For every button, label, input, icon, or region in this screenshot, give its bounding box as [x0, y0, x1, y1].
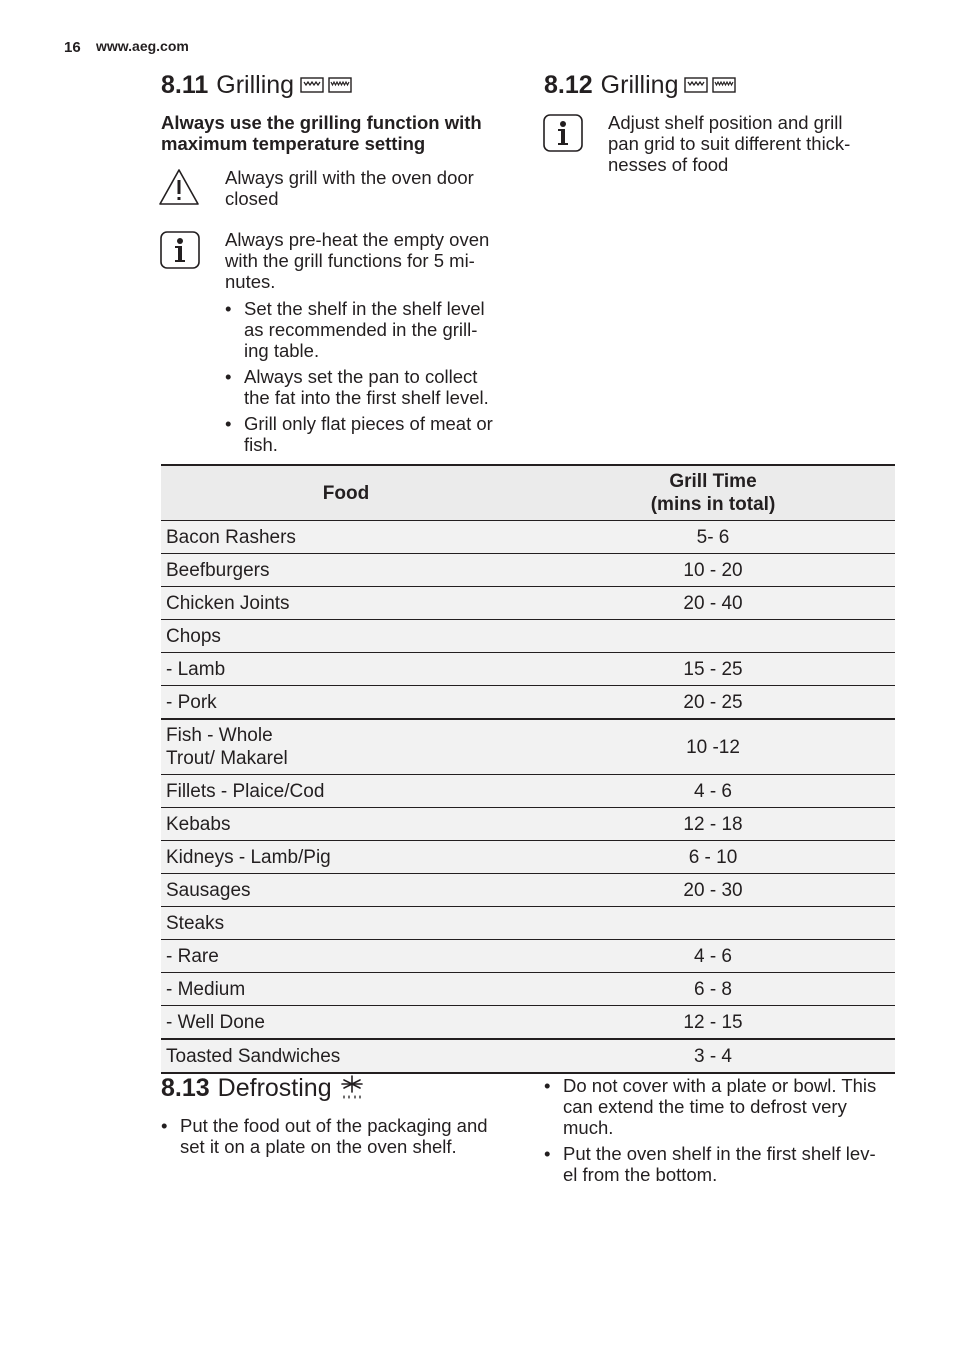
food-line1: Fish - Whole: [166, 725, 273, 746]
fast-grill-icon: [712, 77, 736, 93]
time-cell: 20 - 30: [531, 874, 895, 907]
section-811-intro-line1: Always use the grilling function with: [161, 112, 482, 133]
food-cell: - Rare: [161, 940, 531, 973]
food-cell: Fillets - Plaice/Cod: [161, 775, 531, 808]
table-row: [161, 719, 895, 775]
info-icon: [160, 231, 200, 269]
time-cell: 15 - 25: [531, 653, 895, 686]
table-row: [161, 587, 895, 620]
section-811-intro-line2: maximum temperature setting: [161, 133, 426, 154]
food-cell: Kebabs: [161, 808, 531, 841]
food-cell: Bacon Rashers: [161, 521, 531, 554]
section-811-intro: [161, 112, 521, 154]
food-cell: Kidneys - Lamb/Pig: [161, 841, 531, 874]
section-812-heading: [544, 70, 736, 100]
table-row: [161, 554, 895, 587]
bullet-line: can extend the time to defrost very: [563, 1096, 847, 1117]
info-line2: with the grill functions for 5 mi-: [225, 250, 475, 271]
grill-icon: [684, 77, 708, 93]
table-header-row: [161, 465, 895, 521]
food-cell: - Well Done: [161, 1006, 531, 1040]
page-number: 16: [64, 39, 81, 56]
bullet-item: [544, 1075, 904, 1138]
time-cell: 6 - 10: [531, 841, 895, 874]
info-icon: [543, 114, 583, 152]
time-cell: 5- 6: [531, 521, 895, 554]
grill-icon: [300, 77, 324, 93]
table-row: [161, 620, 895, 653]
info-text-811: [225, 229, 515, 292]
section-813-heading: [161, 1073, 366, 1103]
bullet-line: set it on a plate on the oven shelf.: [180, 1136, 457, 1157]
food-cell: - Lamb: [161, 653, 531, 686]
bullet-line: • Put the food out of the packaging and: [180, 1115, 488, 1136]
fast-grill-icon: [328, 77, 352, 93]
food-cell: Chicken Joints: [161, 587, 531, 620]
time-cell: 20 - 40: [531, 587, 895, 620]
time-cell: [531, 620, 895, 653]
info-line2: pan grid to suit different thick-: [608, 133, 851, 154]
bullet-line: el from the bottom.: [563, 1164, 718, 1185]
bullet-item: [544, 1143, 904, 1185]
food-cell: Steaks: [161, 907, 531, 940]
food-cell: Chops: [161, 620, 531, 653]
section-813-left-bullets: [161, 1115, 531, 1162]
warning-text: [225, 167, 515, 209]
header-grill-time-line2: (mins in total): [650, 494, 776, 515]
section-812-title: Grilling: [600, 71, 679, 99]
food-cell: Beefburgers: [161, 554, 531, 587]
table-row: [161, 973, 895, 1006]
bullet-line: as recommended in the grill-: [244, 319, 478, 340]
bullet-line: ing table.: [244, 340, 320, 361]
info-line1: Adjust shelf position and grill: [608, 112, 843, 133]
section-811-heading: [161, 70, 352, 100]
table-row: [161, 1006, 895, 1040]
defrost-icon: [338, 1074, 366, 1102]
section-813-number: 8.13: [161, 1074, 210, 1102]
section-813-right-bullets: [544, 1075, 904, 1190]
table-row: [161, 521, 895, 554]
bullet-line: • Always set the pan to collect: [244, 366, 478, 387]
bullet-line: • Grill only flat pieces of meat or: [244, 413, 493, 434]
time-cell: 10 -12: [531, 719, 895, 775]
warning-line1: Always grill with the oven door: [225, 167, 474, 188]
table-row: [161, 775, 895, 808]
bullet-line: • Do not cover with a plate or bowl. This: [563, 1075, 877, 1096]
bullet-line: • Put the oven shelf in the first shelf lev-: [563, 1143, 876, 1164]
header-grill-time-line1: Grill Time: [669, 471, 757, 492]
info-line3: nutes.: [225, 271, 276, 292]
section-813-title: Defrosting: [217, 1074, 332, 1102]
info-line3: nesses of food: [608, 154, 729, 175]
table-row: [161, 874, 895, 907]
table-row: [161, 653, 895, 686]
info-line1: Always pre-heat the empty oven: [225, 229, 490, 250]
food-cell: Sausages: [161, 874, 531, 907]
time-cell: 6 - 8: [531, 973, 895, 1006]
table-row: [161, 940, 895, 973]
section-811-bullets: [225, 298, 520, 460]
food-line2: Trout/ Makarel: [166, 748, 288, 769]
table-row: [161, 1039, 895, 1073]
time-cell: [531, 907, 895, 940]
bullet-line: much.: [563, 1117, 614, 1138]
time-cell: 12 - 15: [531, 1006, 895, 1040]
section-811-title: Grilling: [216, 71, 295, 99]
warning-triangle-icon: [158, 168, 200, 206]
food-cell: [161, 719, 531, 775]
page-url: www.aeg.com: [96, 38, 189, 54]
header-food: Food: [161, 465, 531, 521]
bullet-item: [225, 366, 520, 408]
table-row: [161, 686, 895, 720]
bullet-item: [225, 298, 520, 361]
time-cell: 3 - 4: [531, 1039, 895, 1073]
info-text-812: [608, 112, 898, 175]
bullet-line: fish.: [244, 434, 278, 455]
bullet-item: [225, 413, 520, 455]
table-row: [161, 841, 895, 874]
time-cell: 4 - 6: [531, 940, 895, 973]
time-cell: 20 - 25: [531, 686, 895, 720]
food-cell: - Pork: [161, 686, 531, 720]
food-cell: - Medium: [161, 973, 531, 1006]
time-cell: 12 - 18: [531, 808, 895, 841]
time-cell: 10 - 20: [531, 554, 895, 587]
header-grill-time: [531, 465, 895, 521]
food-cell: Toasted Sandwiches: [161, 1039, 531, 1073]
time-cell: 4 - 6: [531, 775, 895, 808]
bullet-line: • Set the shelf in the shelf level: [244, 298, 485, 319]
bullet-line: the fat into the first shelf level.: [244, 387, 489, 408]
grilling-table: [161, 464, 895, 1074]
warning-line2: closed: [225, 188, 279, 209]
section-812-number: 8.12: [544, 71, 593, 99]
table-row: [161, 808, 895, 841]
bullet-item: [161, 1115, 531, 1157]
table-row: [161, 907, 895, 940]
section-811-number: 8.11: [161, 71, 209, 99]
